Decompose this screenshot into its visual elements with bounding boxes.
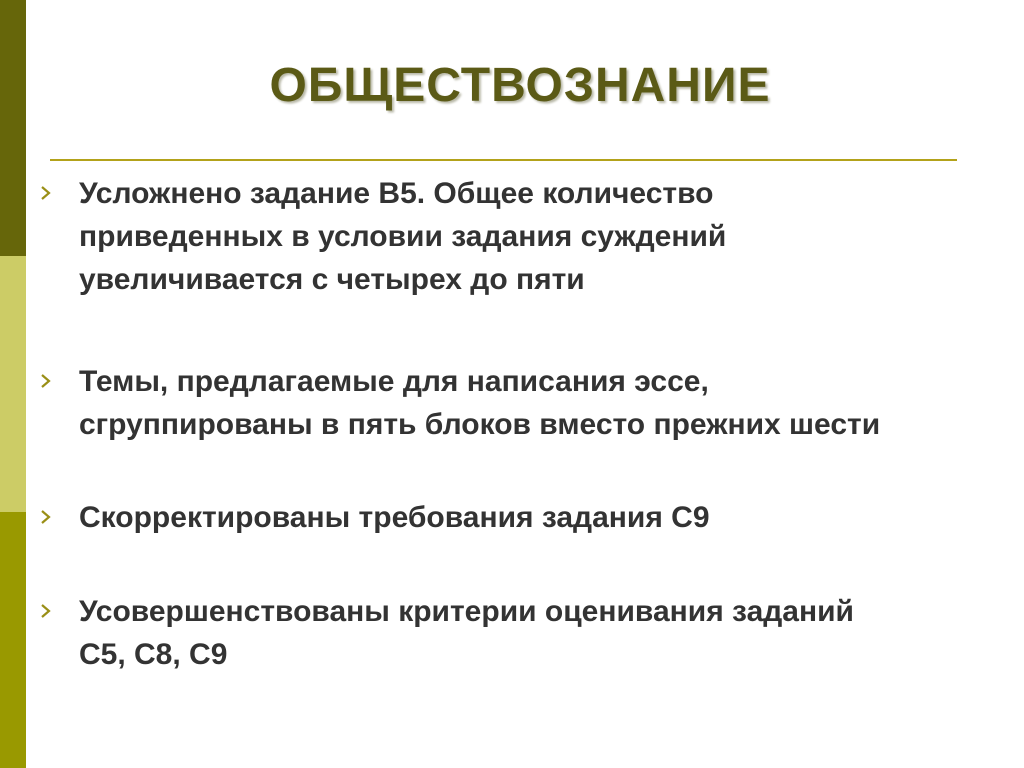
bullet-text: Скорректированы требования задания С9	[79, 501, 710, 534]
title-divider	[50, 159, 957, 161]
chevron-right-icon	[40, 510, 54, 524]
sidebar-segment-mid	[0, 512, 26, 768]
bullet-text: Темы, предлагаемые для написания эссе, сгруппированы в пять блоков вместо прежних шести	[79, 365, 881, 441]
chevron-right-icon	[40, 186, 54, 200]
chevron-right-icon	[40, 604, 54, 618]
sidebar-segment-light	[0, 256, 26, 512]
chevron-right-icon	[40, 374, 54, 388]
bullet-text: Усложнено задание В5. Общее количество приведенных в условии задания суждений увеличивается с четырех до пяти	[79, 177, 727, 296]
bullet-text: Усовершенствованы критерии оценивания заданий С5, С8, С9	[79, 595, 854, 671]
decorative-sidebar	[0, 0, 26, 768]
slide-title: ОБЩЕСТВОЗНАНИЕ	[269, 59, 771, 112]
sidebar-segment-dark	[0, 0, 26, 256]
